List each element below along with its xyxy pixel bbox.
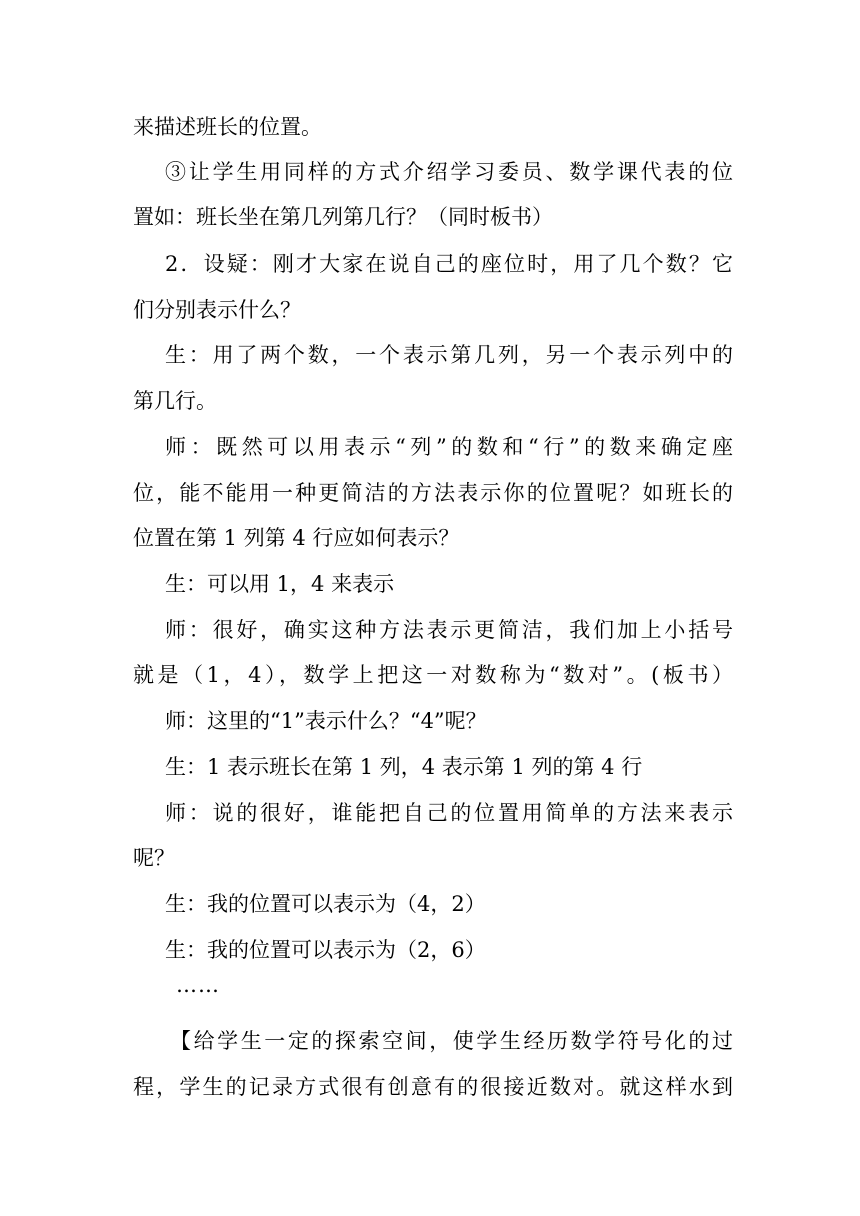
text-line-6: 生：用了两个数，一个表示第几列，另一个表示列中的 <box>165 343 733 367</box>
text-line-1: 来描述班长的位置。 <box>133 115 322 139</box>
text-line-8: 师：既然可以用表示“列”的数和“行”的数来确定座 <box>165 435 733 459</box>
text-line-21: 【给学生一定的探索空间，使学生经历数学符号化的过 <box>170 1029 733 1053</box>
text-line-18: 生：我的位置可以表示为（4，2） <box>165 892 486 916</box>
text-line-3: 置如：班长坐在第几列第几行？（同时板书） <box>133 205 553 229</box>
text-line-2: ③让学生用同样的方式介绍学习委员、数学课代表的位 <box>165 160 733 184</box>
text-line-16: 师：说的很好，谁能把自己的位置用简单的方法来表示 <box>165 801 733 825</box>
ellipsis-line: …… <box>176 973 220 997</box>
text-line-15: 生：1 表示班长在第 1 列，4 表示第 1 列的第 4 行 <box>165 755 643 779</box>
text-line-17: 呢？ <box>133 846 175 870</box>
text-line-11: 生：可以用 1，4 来表示 <box>165 572 395 596</box>
text-line-14: 师：这里的“1”表示什么？“4”呢？ <box>165 709 487 733</box>
text-line-12: 师：很好，确实这种方法表示更简洁，我们加上小括号 <box>165 618 733 642</box>
text-line-19: 生：我的位置可以表示为（2，6） <box>165 938 486 962</box>
text-line-9: 位，能不能用一种更简洁的方法表示你的位置呢？如班长的 <box>133 481 733 505</box>
text-line-22: 程，学生的记录方式很有创意有的很接近数对。就这样水到 <box>133 1075 733 1099</box>
text-line-10: 位置在第 1 列第 4 行应如何表示？ <box>133 526 460 550</box>
text-line-13: 就是（1，4），数学上把这一对数称为“数对”。(板书） <box>133 663 733 687</box>
text-line-7: 第几行。 <box>133 389 217 413</box>
text-line-4: 2．设疑：刚才大家在说自己的座位时，用了几个数？它 <box>165 252 733 276</box>
text-line-5: 们分别表示什么？ <box>133 298 301 322</box>
